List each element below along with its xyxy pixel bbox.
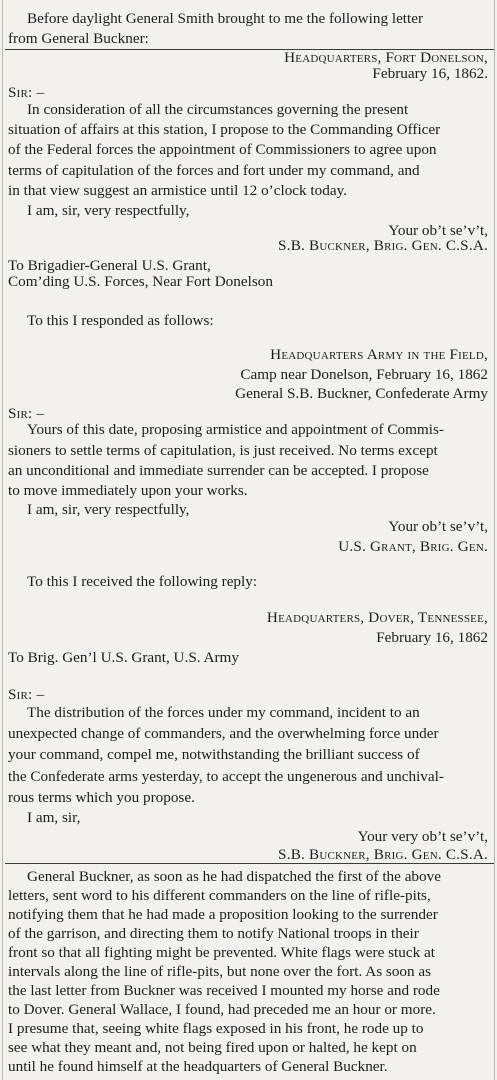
page-edge-right [494,0,495,1080]
intro-line: Before daylight General Smith brought to me the following letter [27,10,424,27]
narrative-line: General Buckner, as soon as he had dispatched the first of the above [27,868,441,885]
page-edge-left [2,0,3,1080]
letter1-addressee: Com’ding U.S. Forces, Near Fort Donelson [8,273,273,290]
letter3-salutation: Sir: – [8,686,45,703]
letter1-body-line: situation of affairs at this station, I propose to the Commanding Officer [8,121,441,138]
narrative-line: until he found himself at the headquarters of General Buckner. [8,1058,388,1075]
letter3-body-line: unexpected change of commanders, and the overwhelming force under [8,725,439,742]
letter2-body-line: an unconditional and immediate surrender can be accepted. I propose [8,462,429,479]
narrative-line: see what they meant and, not being fired upon or halted, he kept on [8,1039,417,1056]
letter3-date: February 16, 1862 [376,629,488,646]
letter2-body-line: Yours of this date, proposing armistice and appointment of Commis- [27,421,444,438]
letter1-body-line: of the Federal forces the appointment of Commissioners to agree upon [8,141,437,158]
letter1-closing: I am, sir, very respectfully, [27,202,190,219]
letter2-salutation: Sir: – [8,405,45,422]
transition-text: To this I received the following reply: [27,573,258,590]
letter3-body-line: The distribution of the forces under my command, incident to an [27,704,420,721]
section-divider [5,863,494,864]
letter2-header: General S.B. Buckner, Confederate Army [235,385,488,402]
letter3-closing: I am, sir, [27,809,81,826]
narrative-line: letters, sent word to his different commanders on the line of rifle-pits, [8,887,431,904]
letter1-signature: S.B. Buckner, Brig. Gen. C.S.A. [278,237,488,254]
letter3-header: Headquarters, Dover, Tennessee, [266,609,488,626]
intro-line: from General Buckner: [8,30,149,47]
narrative-line: to Dover. General Wallace, I found, had preceded me an hour or more. [8,1001,436,1018]
letter1-body-line: in that view suggest an armistice until 12 o’clock today. [8,182,347,199]
narrative-line: intervals along the line of rifle-pits, but none over the fort. As soon as [8,963,432,980]
letter1-body-line: terms of capitulation of the forces and fort under my command, and [8,162,420,179]
narrative-line: notifying them that he had made a proposition looking to the surrender [8,906,438,923]
narrative-line: the last letter from Buckner was received I mounted my horse and rode [8,982,440,999]
letter2-signature: U.S. Grant, Brig. Gen. [338,538,488,555]
letter2-closing: I am, sir, very respectfully, [27,501,190,518]
letter2-header: Headquarters Army in the Field, [270,346,488,363]
letter2-body-line: sioners to settle terms of capitulation, is just received. No terms except [8,442,438,459]
letter1-addressee: To Brigadier-General U.S. Grant, [8,257,211,274]
letter2-body-line: to move immediately upon your works. [8,482,248,499]
letter2-signoff: Your ob’t se’v’t, [388,518,488,535]
transition-text: To this I responded as follows: [27,312,214,329]
letter2-header: Camp near Donelson, February 16, 1862 [240,366,488,383]
letter1-body-line: In consideration of all the circumstances governing the present [27,101,409,118]
letter3-signoff: Your very ob’t se’v’t, [357,828,488,845]
letter3-addressee: To Brig. Gen’l U.S. Grant, U.S. Army [8,649,239,666]
letter3-signature: S.B. Buckner, Brig. Gen. C.S.A. [278,846,488,863]
letter3-body-line: your command, compel me, notwithstanding the brilliant success of [8,746,420,763]
letter3-body-line: the Confederate arms yesterday, to accept the ungenerous and unchival- [8,768,444,785]
narrative-line: of the garrison, and directing them to notify National troops in their [8,925,419,942]
narrative-line: front so that all fighting might be prevented. White flags were stuck at [8,944,435,961]
letter3-body-line: rous terms which you propose. [8,789,195,806]
letter1-signoff: Your ob’t se’v’t, [388,222,488,239]
letter1-header: Headquarters, Fort Donelson, [284,49,488,66]
letter1-salutation: Sir: – [8,84,45,101]
letter1-date: February 16, 1862. [372,65,488,82]
narrative-line: I presume that, seeing white flags exposed in his front, he rode up to [8,1020,424,1037]
